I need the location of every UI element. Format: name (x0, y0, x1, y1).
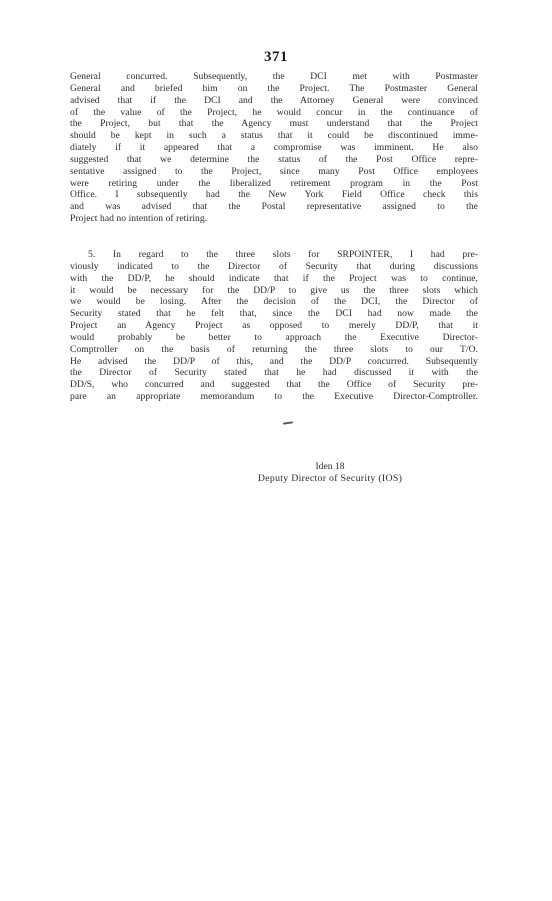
text-line: were retiring under the liberalized retirement program in the Post (70, 177, 478, 189)
text-line: diately if it appeared that a compromise was imminent. He also (70, 142, 478, 154)
text-line: should be kept in such a status that it could be discontinued imme- (70, 130, 478, 142)
text-line: Security stated that he felt that, since the DCI had now made the (70, 308, 478, 320)
text-line: of the value of the Project, he would concur in the continuance of (70, 106, 478, 118)
text-line: Comptroller on the basis of returning the three slots to our T/O. (70, 343, 478, 355)
text-line: would probably be better to approach the Executive Director- (70, 331, 478, 343)
signature-name: Iden 18 (315, 461, 345, 472)
text-line: the Director of Security stated that he had discussed it with the (70, 367, 478, 379)
text-line: DD/S, who concurred and suggested that the Office of Security pre- (70, 379, 478, 391)
text-line: 5. In regard to the three slots for SRPOINTER, I had pre- (88, 249, 478, 260)
paragraph-continuation (70, 71, 478, 225)
text-line: General concurred. Subsequently, the DCI met with Postmaster (70, 71, 478, 82)
text-line: Office. I subsequently had the New York Field Office check this (70, 189, 478, 201)
text-line: sentative assigned to the Project, since many Post Office employees (70, 165, 478, 177)
text-line: we would be losing. After the decision of the DCI, the Director of (70, 296, 478, 308)
signature-mark (283, 421, 293, 424)
text-line: advised that if the DCI and the Attorney General were convinced (70, 94, 478, 106)
text-line: pare an appropriate memorandum to the Executive Director-Comptroller. (70, 391, 478, 403)
text-line: Project had no intention of retiring. (70, 213, 208, 225)
text-line: with the DD/P, he should indicate that if the Project was to continue, (70, 272, 478, 284)
paragraph-5 (70, 249, 478, 403)
text-line: General and briefed him on the Project. The Postmaster General (70, 82, 478, 94)
text-line: it would be necessary for the DD/P to give us the three slots which (70, 284, 478, 296)
text-line: Project an Agency Project as opposed to merely DD/P, that it (70, 320, 478, 332)
text-line: suggested that we determine the status of the Post Office repre- (70, 153, 478, 165)
text-line: and was advised that the Postal representative assigned to the (70, 201, 478, 213)
text-line: the Project, but that the Agency must understand that the Project (70, 118, 478, 130)
text-line: He advised the DD/P of this, and the DD/P concurred. Subsequently (70, 355, 478, 367)
page-number: 371 (264, 49, 288, 65)
text-line: viously indicated to the Director of Security that during discussions (70, 260, 478, 272)
signature-title: Deputy Director of Security (IOS) (257, 473, 403, 484)
